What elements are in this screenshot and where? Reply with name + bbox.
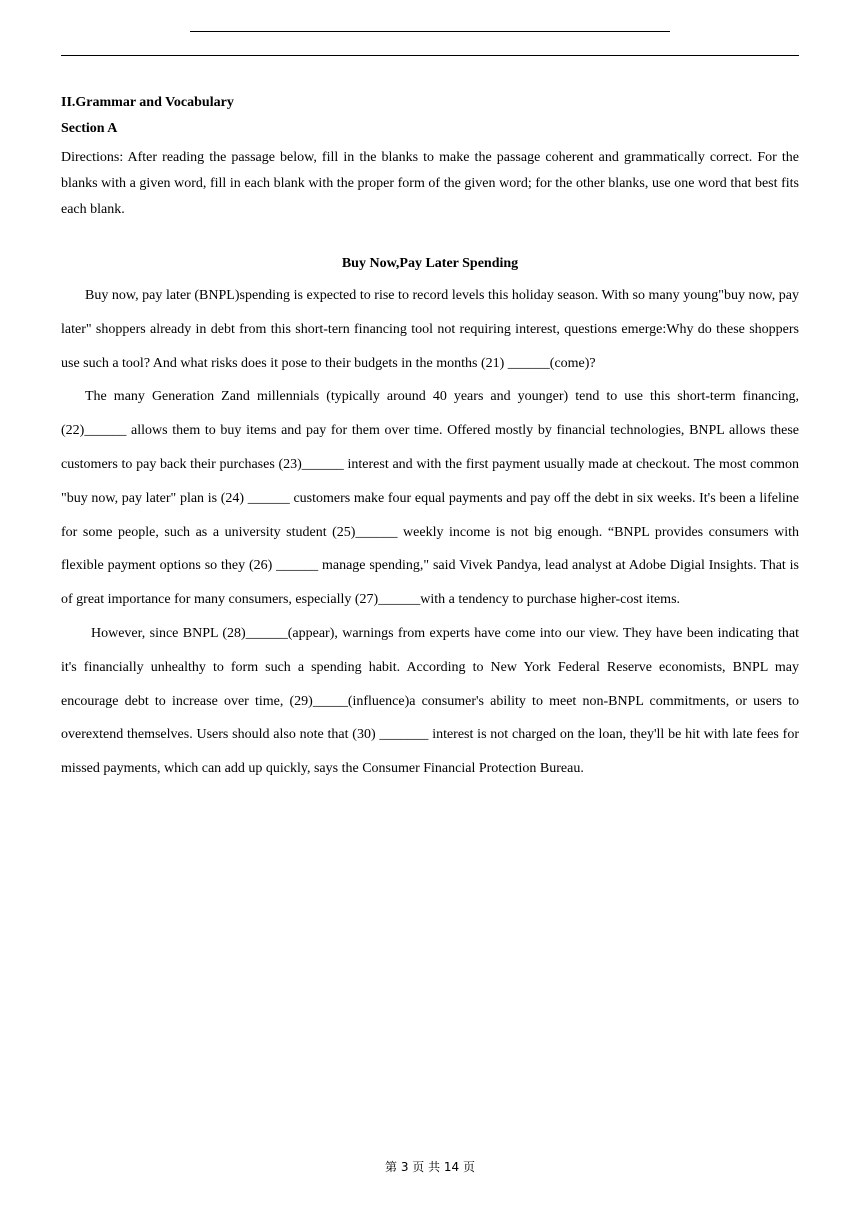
directions-text: Directions: After reading the passage below, fill in the blanks to make the passage coherent and grammatically correct. For the blanks with a given word, fill in each blank with the proper form of the given word; for the other blanks, use one word that best fits each blank. — [61, 150, 799, 217]
paragraph-2: The many Generation Zand millennials (typically around 40 years and younger) tend to use this short-term financing, (22)______ allows them to buy items and pay for them over time. Offered mostly by financial technologies, BNPL allows these customers to pay back their purchases (23)______ interest and with the first payment usually made at checkout. The most common "buy now, pay later" plan is (24) ______ customers make four equal payments and pay off the debt in six weeks. It's been a lifeline for some people, such as a university student (25)______ weekly income is not big enough. “BNPL provides consumers with flexible payment options so they (26) ______ manage spending," said Vivek Pandya, lead analyst at Adobe Digial Insights. That is of great importance for many consumers, especially (27)______with a tendency to purchase higher-cost items. — [61, 389, 799, 608]
paragraph-1: Buy now, pay later (BNPL)spending is expected to rise to record levels this holiday season. With so many young"buy now, pay later" shoppers already in debt from this short-tern financing tool not requiring interest, questions emerge:Why do these shoppers use such a tool? And what risks does it pose to their budgets in the months (21) ______(come)? — [61, 288, 799, 371]
header-rule — [61, 55, 799, 56]
passage-title: Buy Now,Pay Later Spending — [341, 256, 519, 271]
document-body — [61, 93, 799, 786]
part-heading: II.Grammar and Vocabulary — [61, 95, 234, 110]
paragraph-3: However, since BNPL (28)______(appear), warnings from experts have come into our view. They have been indicating that it's financially unhealthy to form such a spending habit. According to New York Federal Reserve economists, BNPL may encourage debt to increase over time, (29)_____(influence)a consumer's ability to meet non-BNPL commitments, or users to overextend themselves. Users should also note that (30) _______ interest is not charged on the loan, they'll be hit with late fees for missed payments, which can add up quickly, says the Consumer Financial Protection Bureau. — [61, 625, 799, 777]
top-rule — [190, 31, 670, 32]
page-footer: 第 3 页 共 14 页 — [385, 1160, 475, 1174]
section-heading: Section A — [61, 121, 118, 136]
